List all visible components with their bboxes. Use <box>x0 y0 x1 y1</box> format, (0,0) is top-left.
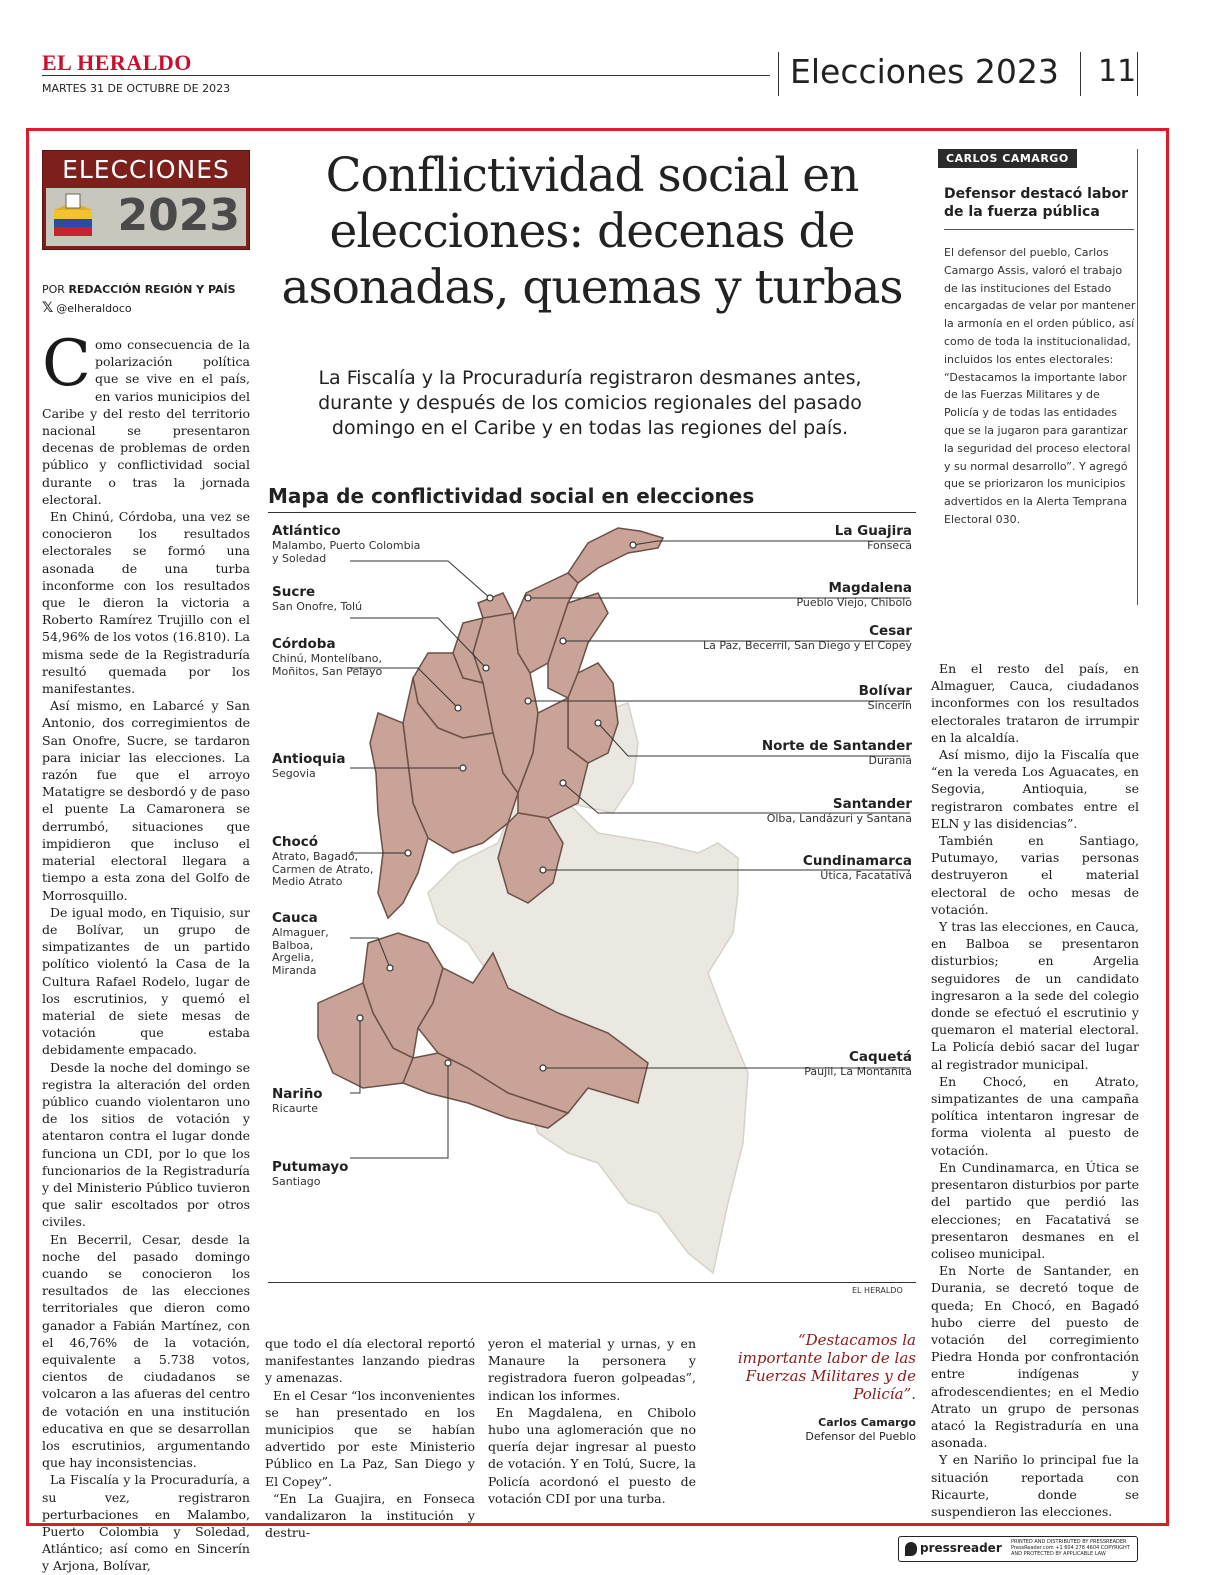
map-label-sucre: Sucre San Onofre, Tolú <box>272 584 363 613</box>
paragraph: Como consecuencia de la polarización política que se vive en el país, en varios municipios del Caribe y del resto del territorio nacional se presentaron decenas de problemas de orden público y conflictividad social durante o tras la jornada electoral. <box>42 327 250 507</box>
map-title: Mapa de conflictividad social en elecciones <box>268 484 755 508</box>
subheadline: La Fiscalía y la Procuraduría registraron desmanes antes, durante y después de los comicios regionales del pasado domingo en el Caribe y en todas las regiones del país. <box>318 367 862 439</box>
map-label-cordoba: Córdoba Chinú, Montelíbano, Moñitos, San Pelayo <box>272 636 383 678</box>
map-point-cundinamarca <box>540 867 546 873</box>
map-label-guajira: La Guajira Fonseca <box>834 523 912 552</box>
map-label-choco: Chocó Atrato, Bagadó, Carmen de Atrato, Medio Atrato <box>272 834 374 888</box>
masthead-rule <box>42 75 770 76</box>
map-label-santander: Santander Olba, Landázuri y Santana <box>766 796 912 825</box>
paragraph: También en Santiago, Putumayo, varias personas destruyeron el material electoral de ocho mesas de votación. <box>931 833 1139 917</box>
map-point-antioquia <box>460 765 466 771</box>
pressreader-icon <box>905 1542 917 1556</box>
x-icon: 𝕏 <box>42 300 54 316</box>
paragraph: “En La Guajira, en Fonseca vandalizaron la institución y destru- <box>265 1490 475 1541</box>
leader-line-atlantico <box>350 561 490 598</box>
map-point-choco <box>405 850 411 856</box>
map-point-putumayo <box>445 1060 451 1066</box>
map-label-cundinamarca: Cundinamarca Útica, Facatativá <box>802 853 912 882</box>
byline <box>42 283 236 296</box>
badge-label: ELECCIONES <box>62 155 230 184</box>
map-region-guajira <box>568 528 663 583</box>
paragraph: Desde la noche del domingo se registra la alteración del orden público cuando violentaron uno de los sitios de votación y atentaron contra el lugar donde funciona un CDI, por lo que los funcionarios de la Registraduría y del Ministerio Público tuvieron que salir escoltados por otros civiles. <box>42 1059 250 1230</box>
paragraph: En Chocó, en Atrato, simpatizantes de una campaña política intentaron ingresar de forma violenta al puesto de votación. <box>931 1073 1139 1158</box>
map-point-santander <box>560 780 566 786</box>
masthead-divider <box>1137 52 1138 96</box>
map-point-atlantico <box>487 595 493 601</box>
map-point-guajira <box>630 542 636 548</box>
sidebar-rule <box>944 229 1134 230</box>
section-title: Elecciones 2023 <box>790 52 1059 91</box>
sidebar-box <box>938 149 1138 605</box>
map-point-cordoba <box>455 705 461 711</box>
badge-year: 2023 <box>117 190 240 241</box>
masthead-divider <box>1080 52 1081 96</box>
byline-prefix: POR <box>42 283 69 296</box>
paragraph: En el resto del país, en Almaguer, Cauca, ciudadanos inconformes con los resultados electorales trataron de irrumpir en la alcaldía. <box>931 661 1139 745</box>
map-point-cauca <box>387 965 393 971</box>
paragraph: En Becerril, Cesar, desde la noche del pasado domingo cuando se conocieron los resultados de las elecciones territoriales que dieron como ganador a Fabián Martínez, con el 46,76% de la votación, equivalente a 5.738 votos, cientos de ciudadanos se volcaron a las afueras del centro de votación en una institución educativa en que se desarrollan los escrutinios, argumentando que hay inconsistencias. <box>42 1231 250 1471</box>
map-point-cesar <box>560 638 566 644</box>
sidebar-text: El defensor del pueblo, Carlos Camargo Assis, valoró el trabajo de las instituciones del Estado encargadas de velar por mantener la armonía en el orden público, así como de toda la institucionalidad, incluidos los entes electorales: “Destacamos la importante labor de las Fuerzas Militares y de Policía y de todas las entidades que se la jugaron para garantizar la seguridad del proceso electoral y su normal desarrollo”. Y agregó que se priorizaron los municipios advertidos en la Alerta Temprana Electoral 030. <box>944 246 1136 526</box>
paragraph: En Cundinamarca, en Útica se presentaron disturbios por parte del partido que perdió las elecciones; en Facatativá se presentaron desmanes en el coliseo municipal. <box>931 1159 1139 1261</box>
sidebar-tag: CARLOS CAMARGO <box>938 149 1077 168</box>
social-handle[interactable] <box>42 300 132 316</box>
map-point-norte-santander <box>595 720 601 726</box>
page-number: 11 <box>1098 54 1137 89</box>
issue-date: MARTES 31 DE OCTUBRE DE 2023 <box>42 82 231 95</box>
map-label-antioquia: Antioquia Segovia <box>272 751 346 780</box>
map-label-cesar: Cesar La Paz, Becerril, San Diego y El Copey <box>703 623 912 652</box>
drop-cap: C <box>42 327 91 401</box>
pressreader-badge[interactable] <box>898 1536 1138 1562</box>
pull-quote-role: Defensor del Pueblo <box>805 1430 916 1443</box>
paragraph: La Fiscalía y la Procuraduría, a su vez, registraron perturbaciones en Malambo, Puerto Colombia y Soledad, Atlántico; así como en Sincerín y Arjona, Bolívar, <box>42 1472 250 1574</box>
paragraph: De igual modo, en Tiquisio, sur de Bolívar, un grupo de simpatizantes de un partido político violentó la Casa de la Cultura Rafael Rodelo, lugar de los escrutinios, y quemó el material de siete mesas de votación que estaba debidamente empacado. <box>42 904 250 1058</box>
newspaper-logo: EL HERALDO <box>42 50 192 75</box>
map-bottom-rule <box>268 1282 916 1283</box>
paragraph: yeron el material y urnas, y en Manaure la personera y registradora fueron golpeadas”, indican los informes. <box>488 1336 696 1403</box>
article-column-right <box>931 660 1139 1520</box>
badge-panel <box>46 188 246 246</box>
map-point-sucre <box>483 665 489 671</box>
paragraph: Y tras las elecciones, en Cauca, en Balboa se presentaron disturbios; en Argelia seguidores de un candidato ingresaron a la sede del colegio donde se efectuó el escrutinio y quemaron el material electoral. La Policía debió sacar del lugar al registrador municipal. <box>931 919 1139 1072</box>
article-column-bottom-1 <box>265 1335 475 1541</box>
pull-quote-author: Carlos Camargo <box>818 1416 916 1429</box>
map-label-putumayo: Putumayo Santiago <box>272 1159 349 1188</box>
map-label-atlantico: Atlántico Malambo, Puerto Colombia y Soledad <box>272 523 421 565</box>
ballot-box-icon <box>52 194 94 240</box>
paragraph: En Norte de Santander, en Durania, se decretó toque de queda; En Chocó, en Bagadó hubo cierre del puesto de votación del corregimiento Piedra Honda por confrontación entre indígenas y afrodescendientes; en el Medio Atrato un grupo de personas atacó la Registraduría en una asonada. <box>931 1263 1139 1451</box>
article-column-bottom-2 <box>488 1335 696 1507</box>
map-label-magdalena: Magdalena Pueblo Viejo, Chibolo <box>796 580 912 609</box>
map-label-cauca: Cauca Almaguer, Balboa, Argelia, Miranda <box>272 910 329 977</box>
pull-quote: “Destacamos la importante labor de las Fuerzas Militares y de Policía”. <box>737 1331 916 1403</box>
byline-author: REDACCIÓN REGIÓN Y PAÍS <box>68 283 236 296</box>
paragraph: En Chinú, Córdoba, una vez se conocieron los resultados electorales se formó una asonada de una turba inconforme con los resultados que le dieron la victoria a Roberto Ramírez Trujillo con el 54,96% de los votos (16.810). La misma sede de la Registraduría resultó quemada por los manifestantes. <box>42 509 250 697</box>
headline: Conflictividad social en elecciones: decenas de asonadas, quemas y turbas <box>281 148 903 315</box>
article-column-left <box>42 327 250 1574</box>
map-point-caqueta <box>540 1065 546 1071</box>
paragraph: Y en Nariño lo principal fue la situación reportada con Ricaurte, donde se suspendieron las elecciones. <box>931 1452 1139 1519</box>
pressreader-fine-print: PRINTED AND DISTRIBUTED BY PRESSREADER PressReader.com +1 604 278 4604 COPYRIGHT AND PROTECTED BY APPLICABLE LAW <box>1011 1539 1130 1557</box>
sidebar-title: Defensor destacó labor de la fuerza pública <box>944 186 1128 220</box>
paragraph: Así mismo, en Labarcé y San Antonio, dos corregimientos de San Onofre, Sucre, se tardaron para iniciar las elecciones. La razón fue que el arroyo Matatigre se desbordó y de paso el puente La Camaronera se derrumbó, situaciones que impidieron que incluso el material electoral llegara a tiempo a esta zona del Golfo de Morrosquillo. <box>42 698 250 903</box>
paragraph: Así mismo, dijo la Fiscalía que “en la vereda Los Aguacates, en Segovia, Antioquia, se registraron combates entre el ELN y las disidencias”. <box>931 747 1139 831</box>
masthead-divider <box>778 52 779 96</box>
handle-text: @elheraldoco <box>56 302 132 315</box>
paragraph: En Magdalena, en Chibolo hubo una aglomeración que no quería dejar ingresar al puesto de votación. Y en Tolú, Sucre, la Policía acordonó el puesto de votación CDI por una turba. <box>488 1404 696 1506</box>
map-credit: EL HERALDO <box>852 1286 903 1295</box>
paragraph: que todo el día electoral reportó manifestantes lanzando piedras y amenazas. <box>265 1336 475 1386</box>
map-label-norte-santander: Norte de Santander Durania <box>761 738 912 767</box>
map-point-bolivar <box>525 698 531 704</box>
map-label-bolivar: Bolívar Sincerín <box>858 683 912 712</box>
pressreader-logo: pressreader <box>905 1541 1002 1556</box>
map-point-magdalena <box>525 595 531 601</box>
paragraph: En el Cesar “los inconvenientes se han presentado en los municipios que se habían advertido por este Ministerio Público en La Paz, San Diego y El Copey”. <box>265 1387 475 1489</box>
map-label-caqueta: Caquetá Paujil, La Montañita <box>804 1049 912 1078</box>
map-label-narino: Nariño Ricaurte <box>272 1086 323 1115</box>
map-point-narino <box>357 1015 363 1021</box>
elections-badge <box>42 150 250 250</box>
